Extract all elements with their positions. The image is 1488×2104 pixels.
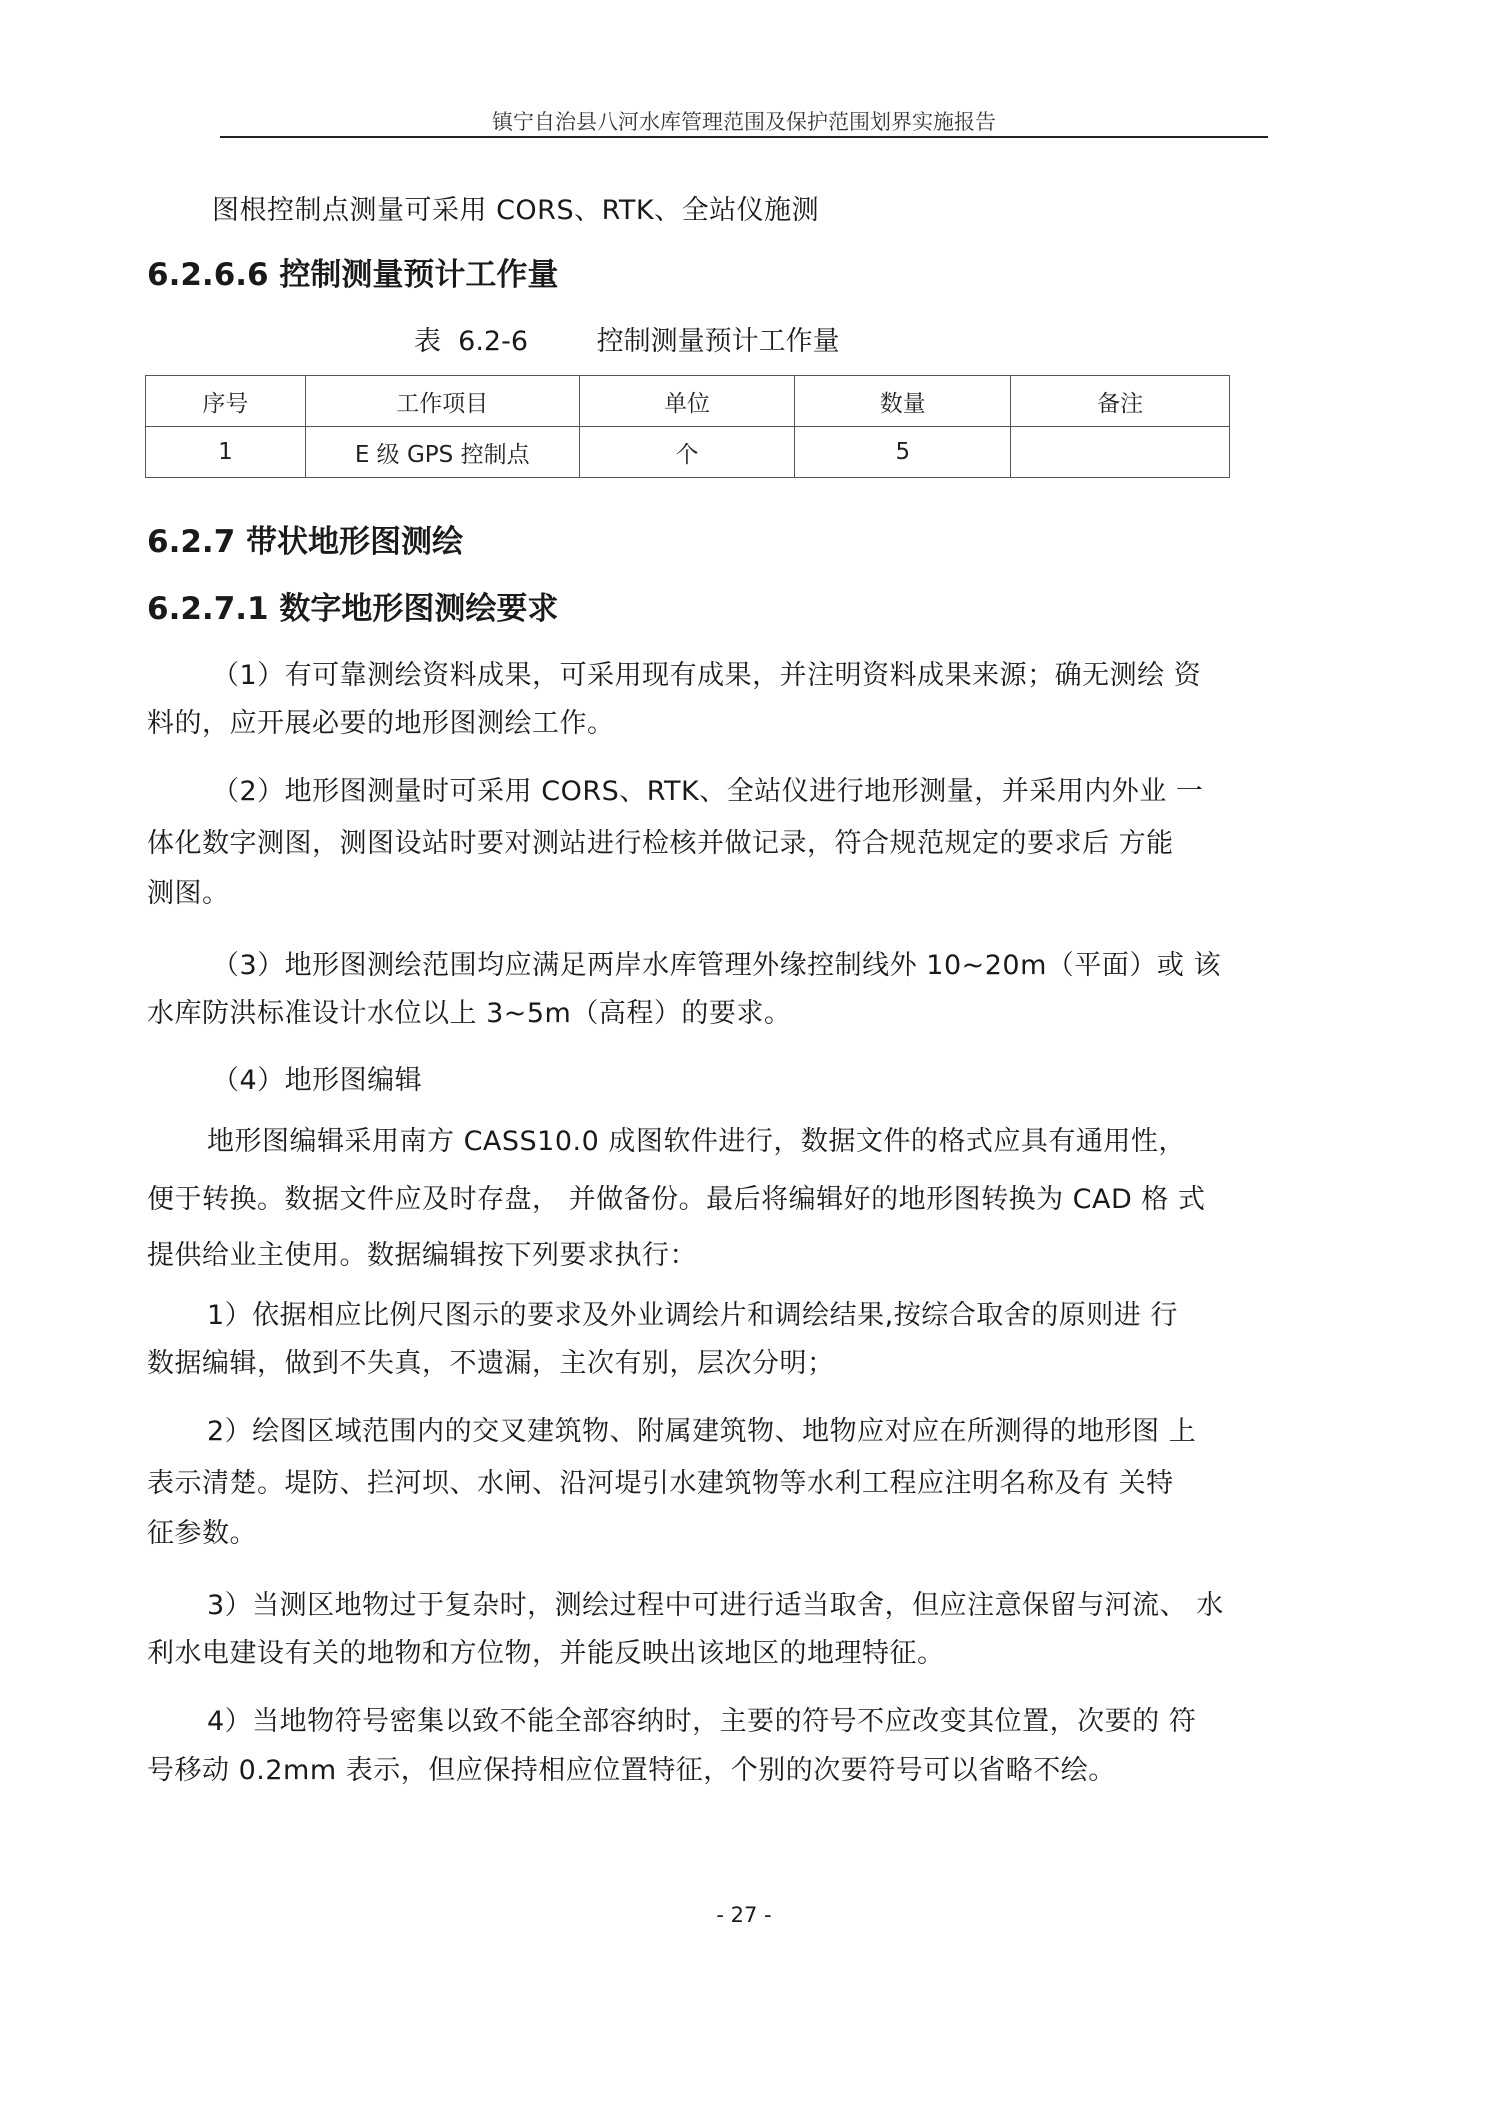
table-cell: 1	[146, 427, 306, 478]
para-5-line-2: 便于转换。数据文件应及时存盘， 并做备份。最后将编辑好的地形图转换为 CAD 格 式	[147, 1184, 1206, 1215]
intro-line: 图根控制点测量可采用 CORS、RTK、全站仪施测	[212, 195, 820, 226]
table-header-cell: 工作项目	[305, 376, 579, 427]
rule-2-line-2: 表示清楚。堤防、拦河坝、水闸、沿河堤引水建筑物等水利工程应注明名称及有 关特	[147, 1468, 1174, 1499]
rule-4-line-2: 号移动 0.2mm 表示，但应保持相应位置特征，个别的次要符号可以省略不绘。	[147, 1755, 1116, 1786]
header-rule	[220, 136, 1268, 138]
table-header-cell: 备注	[1011, 376, 1230, 427]
table-cell: E 级 GPS 控制点	[305, 427, 579, 478]
rule-1-line-2: 数据编辑，做到不失真，不遗漏，主次有别，层次分明；	[147, 1348, 835, 1379]
rule-2-line-3: 征参数。	[147, 1518, 257, 1549]
para-3-line-2: 水库防洪标准设计水位以上 3~5m（高程）的要求。	[147, 998, 792, 1029]
workload-table	[145, 375, 1230, 478]
rule-3-line-1: 3）当测区地物过于复杂时，测绘过程中可进行适当取舍，但应注意保留与河流、 水	[207, 1590, 1224, 1621]
heading-6-2-7: 6.2.7 带状地形图测绘	[147, 524, 464, 560]
rule-4-line-1: 4）当地物符号密集以致不能全部容纳时，主要的符号不应改变其位置，次要的 符	[207, 1706, 1197, 1737]
table-cell: 个	[579, 427, 795, 478]
heading-6-2-6-6: 6.2.6.6 控制测量预计工作量	[147, 257, 559, 293]
table-header-cell: 单位	[579, 376, 795, 427]
table-cell	[1011, 427, 1230, 478]
para-4-title: （4）地形图编辑	[212, 1065, 423, 1096]
table-cell: 5	[795, 427, 1011, 478]
para-1-line-1: （1）有可靠测绘资料成果，可采用现有成果，并注明资料成果来源；确无测绘 资	[212, 660, 1202, 691]
rule-1-line-1: 1）依据相应比例尺图示的要求及外业调绘片和调绘结果,按综合取舍的原则进 行	[207, 1300, 1178, 1331]
para-5-line-1: 地形图编辑采用南方 CASS10.0 成图软件进行，数据文件的格式应具有通用性，	[207, 1126, 1186, 1157]
rule-2-line-1: 2）绘图区域范围内的交叉建筑物、附属建筑物、地物应对应在所测得的地形图 上	[207, 1416, 1197, 1447]
table-header-cell: 序号	[146, 376, 306, 427]
rule-3-line-2: 利水电建设有关的地物和方位物，并能反映出该地区的地理特征。	[147, 1638, 945, 1669]
heading-6-2-7-1: 6.2.7.1 数字地形图测绘要求	[147, 591, 559, 627]
table-caption: 表 6.2-6 控制测量预计工作量	[414, 326, 840, 357]
para-5-line-3: 提供给业主使用。数据编辑按下列要求执行：	[147, 1240, 697, 1271]
running-header: 镇宁自治县八河水库管理范围及保护范围划界实施报告	[492, 110, 996, 134]
page-number: - 27 -	[716, 1903, 772, 1927]
para-1-line-2: 料的，应开展必要的地形图测绘工作。	[147, 708, 615, 739]
para-2-line-2: 体化数字测图，测图设站时要对测站进行检核并做记录，符合规范规定的要求后 方能	[147, 828, 1174, 859]
table-header-cell: 数量	[795, 376, 1011, 427]
para-2-line-3: 测图。	[147, 878, 230, 909]
table-row	[146, 427, 1230, 478]
table-header-row	[146, 376, 1230, 427]
para-2-line-1: （2）地形图测量时可采用 CORS、RTK、全站仪进行地形测量，并采用内外业 一	[212, 776, 1204, 807]
para-3-line-1: （3）地形图测绘范围均应满足两岸水库管理外缘控制线外 10~20m（平面）或 该	[212, 950, 1221, 981]
